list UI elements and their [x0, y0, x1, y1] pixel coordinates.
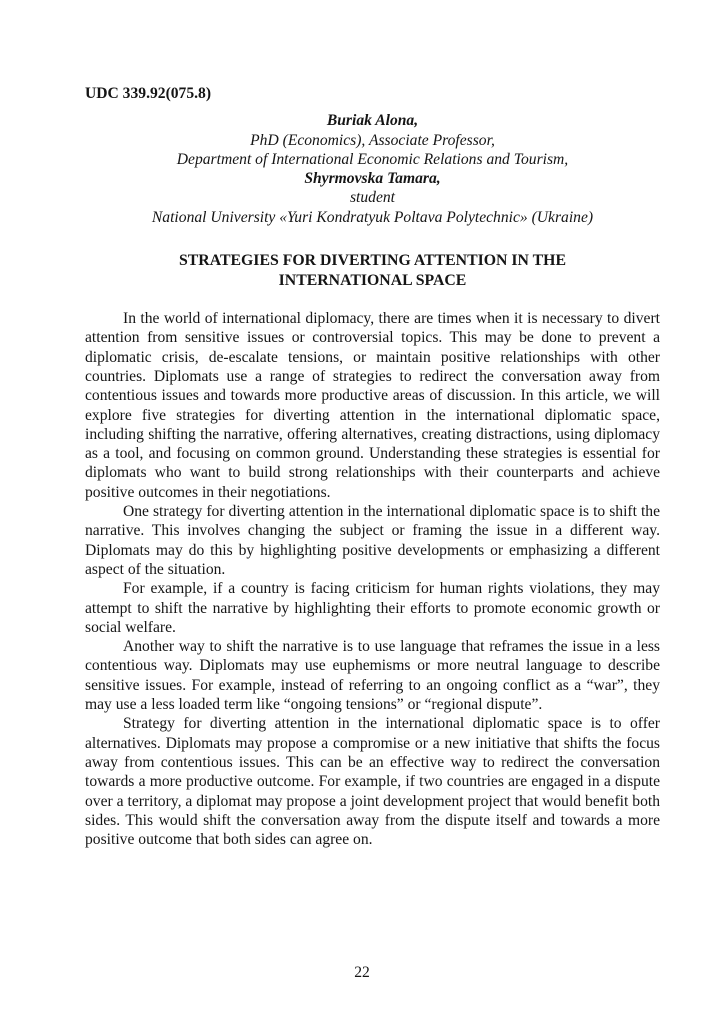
author-block — [85, 111, 660, 227]
author-department-1: Department of International Economic Relations and Tourism, — [176, 150, 569, 168]
article-title-line-1: STRATEGIES FOR DIVERTING ATTENTION IN THE — [178, 252, 566, 270]
paragraph-5: Strategy for diverting attention in the international diplomatic space is to offer alternatives. Diplomats may propose a compromise or a new initiative that shifts the focus away from contentious issues. This can be an effective way to redirect the conversation towards a more productive outcome. For example, if two countries are engaged in a dispute over a territory, a diplomat may propose a joint development project that would benefit both sides. This would shift the conversation away from the dispute itself and towards a more positive outcome that both sides can agree on. — [85, 715, 660, 849]
paragraph-2: One strategy for diverting attention in the international diplomatic space is to shift the narrative. This involves changing the subject or framing the issue in a different way. Diplomats may do this by highlighting positive developments or emphasizing a different aspect of the situation. — [85, 503, 660, 578]
udc-number: UDC 339.92(075.8) — [85, 85, 212, 102]
article-title — [85, 251, 660, 291]
author-degree-1: PhD (Economics), Associate Professor, — [250, 131, 495, 149]
paragraph-4: Another way to shift the narrative is to use language that reframes the issue in a less contentious way. Diplomats may use euphemisms or more neutral language to describe sensitive issues. For example, instead of referring to an ongoing conflict as a “war”, they may use a less loaded term like “ongoing tensions” or “regional dispute”. — [85, 638, 660, 714]
article-body — [85, 309, 660, 849]
page-number: 22 — [354, 963, 370, 981]
paragraph-1: In the world of international diplomacy, there are times when it is necessary to divert attention from sensitive issues or controversial topics. This may be done to prevent a diplomatic crisis, de-escalate tensions, or maintain positive relationships with other countries. Diplomats use a range of strategies to redirect the conversation away from contentious issues and towards more productive areas of discussion. In this article, we will explore five strategies for diverting attention in the international diplomatic space, including shifting the narrative, offering alternatives, creating distractions, using diplomacy as a tool, and focusing on common ground. Understanding these strategies is essential for diplomats who want to build strong relationships with their counterparts and achieve positive outcomes in their negotiations. — [85, 310, 660, 501]
article-title-line-2: INTERNATIONAL SPACE — [278, 272, 467, 290]
author-affiliation: National University «Yuri Kondratyuk Poltava Polytechnic» (Ukraine) — [151, 208, 594, 226]
paragraph-3: For example, if a country is facing criticism for human rights violations, they may attempt to shift the narrative by highlighting their efforts to promote economic growth or social welfare. — [85, 580, 660, 636]
author-name-2: Shyrmovska Tamara, — [304, 170, 441, 188]
author-name-1: Buriak Alona, — [326, 112, 419, 130]
author-role-2: student — [349, 189, 396, 207]
